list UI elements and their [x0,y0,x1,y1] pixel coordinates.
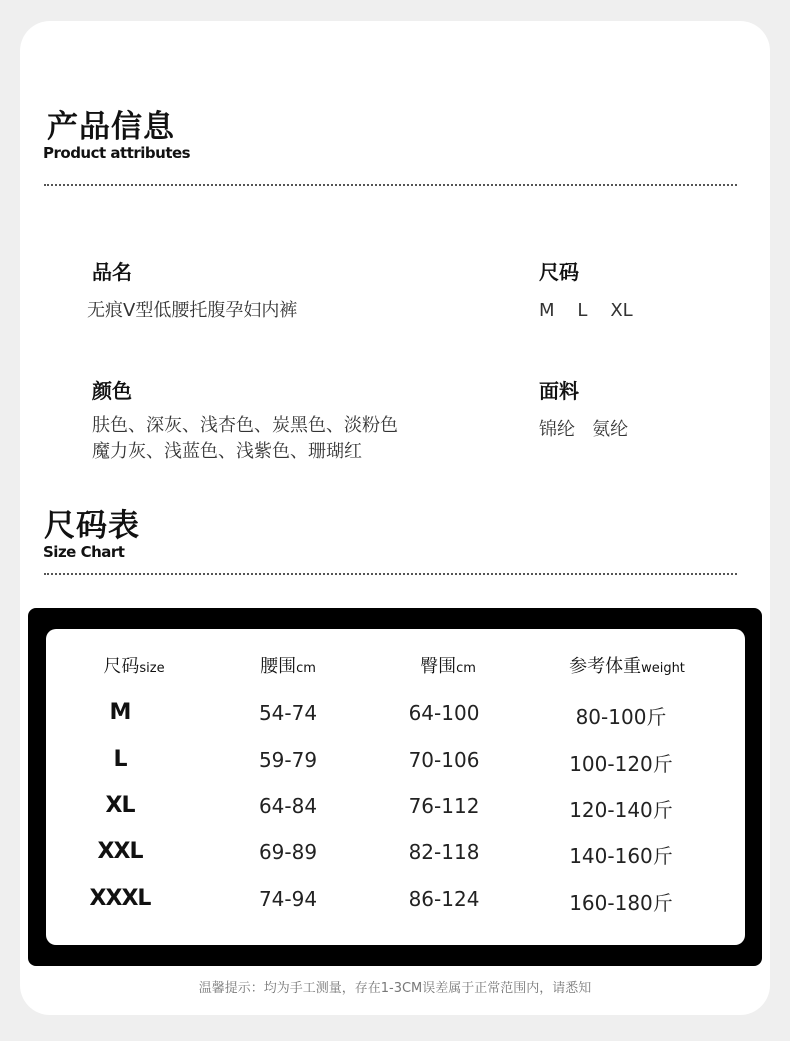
table-cell-size: XL [105,793,135,818]
color-value-line2: 魔力灰、浅蓝色、浅紫色、珊瑚红 [92,441,362,462]
header-hip: 臀围cm [420,656,476,677]
table-cell-size: L [113,747,127,772]
product-name-value: 无痕V型低腰托腹孕妇内裤 [87,300,298,321]
table-cell-weight: 120-140斤 [569,798,673,822]
table-cell-hip: 76-112 [408,794,480,818]
measurement-note: 温馨提示：均为手工测量，存在1-3CM误差属于正常范围内，请悉知 [198,981,592,996]
table-cell-hip: 70-106 [408,748,480,772]
header-size: 尺码size [103,656,165,677]
size-value: M L XL [539,300,633,321]
table-cell-weight: 140-160斤 [569,844,673,868]
size-chart-title: 尺码表 [44,508,140,544]
color-label: 颜色 [92,379,132,403]
size-label: 尺码 [539,260,579,284]
dotted-divider [44,184,737,186]
table-cell-hip: 64-100 [408,701,480,725]
table-cell-waist: 54-74 [258,701,318,725]
table-cell-size: XXXL [89,886,151,911]
table-cell-waist: 69-89 [258,840,318,864]
table-cell-waist: 64-84 [258,794,318,818]
header-waist: 腰围cm [260,656,316,677]
table-cell-weight: 80-100斤 [575,705,667,729]
product-name-label: 品名 [92,260,132,284]
color-value-line1: 肤色、深灰、浅杏色、炭黑色、淡粉色 [92,415,398,436]
table-cell-waist: 74-94 [258,887,318,911]
table-cell-hip: 86-124 [408,887,480,911]
fabric-label: 面料 [539,379,579,403]
table-cell-size: XXL [97,839,143,864]
header-weight: 参考体重weight [569,656,685,677]
table-cell-hip: 82-118 [408,840,480,864]
dotted-divider [44,573,737,575]
table-cell-waist: 59-79 [258,748,318,772]
table-cell-weight: 100-120斤 [569,752,673,776]
fabric-value: 锦纶 氨纶 [539,419,629,440]
table-cell-weight: 160-180斤 [569,891,673,915]
product-info-subtitle: Product attributes [43,144,191,162]
table-cell-size: M [109,700,131,725]
size-chart-subtitle: Size Chart [43,543,125,561]
product-info-title: 产品信息 [47,109,175,145]
